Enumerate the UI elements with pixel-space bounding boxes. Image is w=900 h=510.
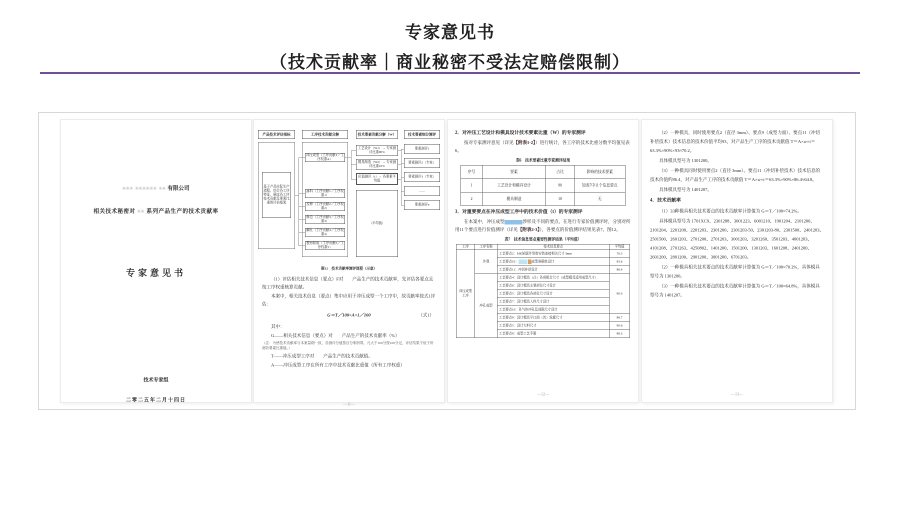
definition-g: G——相关技术信息（要点）对 产品生产的技术贡献率（%） bbox=[271, 332, 400, 338]
text-run: ），各要点的价值测评结果见表7、图12。 bbox=[539, 227, 621, 233]
section-heading-2: 2．对冲压工艺设计和模具设计技术要素比重（W）的专家测评 bbox=[455, 130, 586, 136]
cell: 88.3 bbox=[609, 330, 630, 338]
footnote: （注：为使技术贡献率与本案量纲一致，各测评分值按百分制折算，凡大于100分按100分记，评估结果不低于所测各要素比重值。） bbox=[262, 340, 434, 351]
cell: 如表7中11个信息要点 bbox=[574, 179, 625, 193]
flow-connector bbox=[351, 165, 356, 166]
cell: 工艺要点6：设计模具主要部位尺寸设计 bbox=[497, 282, 609, 290]
cell: 模具制造 bbox=[482, 192, 546, 206]
report-header bbox=[0, 0, 900, 73]
flow-connector bbox=[401, 149, 404, 150]
definition-t: T——冲压成型工序对 产品生产的技术贡献值。 bbox=[271, 353, 373, 359]
appendix-ref: 【附表1-2】 bbox=[513, 140, 536, 146]
definition-a: A——冲压成型工序在所有工序中技术贡献比重值（所有工序权重） bbox=[271, 362, 405, 368]
column-header: 序号 bbox=[461, 165, 483, 179]
cell: 86.4 bbox=[609, 266, 630, 274]
subject-post: 系列产品生产的技术贡献率 bbox=[146, 208, 219, 215]
table-row bbox=[456, 274, 630, 282]
paragraph: （3）一种模具同时使用要点2（直径 3mm）、要点11（冲切补偿技术）技术信息的技术价值约86.4，对产品生产工序的技术贡献值 T＝A×w×t＝63.3%×90%×86.4≈64.8。 bbox=[650, 168, 820, 182]
cover-subject-line bbox=[61, 207, 251, 217]
tables-page-content bbox=[448, 120, 638, 402]
table6-caption: 表6 技术要素比重专家测评结果 bbox=[515, 158, 571, 163]
flowchart bbox=[258, 130, 440, 264]
cell: 工艺要点4：设计模具（凸）各项配合尺寸（成型模具适用成型尺寸） bbox=[497, 274, 609, 282]
paragraph: （2）一种模具相关技术要点的技术贡献率计算值为 G＝T／100≈70.2%，具体模具型号为 1301200。 bbox=[650, 264, 820, 279]
document-page-tables[interactable] bbox=[447, 119, 639, 403]
paragraph: 具体模具型号为 1301200。 bbox=[659, 158, 712, 163]
flow-col2-box-3: 拉伸（工序贡献2／工序权重2） bbox=[306, 202, 344, 210]
paragraph: 具体模具型号为 1401207。 bbox=[659, 187, 712, 192]
column-header: 工序 bbox=[456, 244, 475, 250]
table6 bbox=[461, 165, 626, 206]
flow-col3-big-box: （平均值） bbox=[356, 190, 398, 257]
flow-col4-box-5: 要素测评n bbox=[404, 200, 440, 210]
page-number: —11— bbox=[343, 401, 355, 407]
cell: 无 bbox=[574, 192, 625, 206]
column-header: 技术信息要点 bbox=[497, 244, 609, 250]
table-row bbox=[461, 179, 626, 193]
flow-col2-box-5: 翻孔（工序贡献4／工序权重4） bbox=[306, 228, 344, 236]
report-title: 专家意见书 bbox=[405, 23, 495, 42]
flow-col2-box-2: 落料（工序贡献1／工序权重1） bbox=[306, 189, 344, 197]
flow-col2-box-4: 修边（工序贡献3／工序权重3） bbox=[306, 215, 344, 223]
cell: 工艺要点11：冲切补偿设计 bbox=[497, 266, 609, 274]
flowchart-page-content bbox=[254, 130, 444, 412]
cyan-highlight-redaction bbox=[519, 260, 528, 265]
flow-col3-header: 技术要素贡献分解（W） bbox=[356, 130, 398, 139]
conclusion-page-content bbox=[642, 120, 832, 402]
text-run: 成型准确性设计 bbox=[531, 260, 555, 264]
pages-board bbox=[38, 112, 856, 410]
cell: 工艺要点2：MK轮廓外形和安装连接相关尺寸 3mm bbox=[497, 250, 609, 258]
column-header: 要素 bbox=[482, 165, 546, 179]
flow-col3-box-2: 模具制造（W2）→ 专家测评比重10% bbox=[357, 160, 396, 168]
cell: 10 bbox=[546, 192, 575, 206]
flow-connector bbox=[401, 163, 404, 164]
flow-connector bbox=[401, 177, 404, 178]
flowchart-page-text bbox=[254, 272, 444, 369]
page-number: —12— bbox=[537, 391, 549, 397]
section-heading-3: 3．对重要要点在冲压成型工序中的技术价值（t）的专家测评 bbox=[455, 209, 583, 215]
paragraph: （1）33种模具相关技术要点的技术贡献率计算值为 G＝T／100≈74.2%。 bbox=[659, 208, 802, 214]
flow-col2-box-6: 整形检验（工序贡献5／工序权重5） bbox=[306, 241, 344, 249]
cell: 工艺要点7：设计模具入料尺寸设计 bbox=[497, 298, 609, 306]
flowchart-caption: 图12 技术贡献率测评流程（示意） bbox=[321, 266, 377, 271]
flow-connector bbox=[299, 194, 306, 195]
flow-col2-header: 工序技术贡献分解 bbox=[302, 130, 348, 139]
flow-col4-header: 技术要素细分测评 bbox=[404, 130, 440, 139]
flow-col4-box-3: 要素测评3（专家） bbox=[404, 172, 440, 182]
text-run: 按对专家测评意见（详见 bbox=[464, 140, 514, 146]
paragraph bbox=[455, 218, 631, 234]
redacted-product-name: ×× bbox=[137, 208, 145, 215]
paragraph: （2）一种模具，同时使用要点2（直径 3mm）、要点9（成型力面）、要点11（冲切补偿技术）技术信息的技术价值平均93，对产品生产工序的技术贡献值 T＝A×w×t＝63.3%×90%×93≈70.2。 bbox=[650, 130, 820, 153]
text-run: ）进行统计，各工序的技术比重分数平均值见表6。 bbox=[455, 140, 630, 154]
conclusion-page-text bbox=[642, 120, 832, 300]
flow-connector bbox=[351, 151, 356, 152]
text-run: 工艺要点10： bbox=[499, 260, 519, 264]
subject-pre: 相关技术秘密对 bbox=[93, 208, 136, 215]
flow-connector bbox=[401, 191, 404, 192]
text-run: 涉样及不同的要点，在进行专家价值测评时，分别对所用11个要点进行价值测评（详见 bbox=[455, 219, 631, 233]
cover-doc-title: 专家意见书 bbox=[126, 267, 186, 278]
table-row bbox=[461, 192, 626, 206]
flow-col2-box-1: 冲压成型（工序贡献T／工序权重A） bbox=[306, 153, 344, 161]
cover-company-line bbox=[61, 184, 251, 194]
table7-caption: 表7 技术信息要点重要性测评结果（平均值） bbox=[504, 237, 582, 242]
flow-connector bbox=[299, 220, 306, 221]
cell: 2 bbox=[461, 192, 483, 206]
paragraph: （1）评估相关技术信息（要点）F对 产品生产的技术贡献率，先评估各要点且按工序权重核算贡献。 bbox=[262, 276, 434, 290]
cover-author: 技术专家组 bbox=[143, 377, 169, 383]
tables-page-text bbox=[448, 120, 638, 338]
flow-col4-box-4: …… bbox=[404, 186, 440, 196]
cell: 1 bbox=[461, 179, 483, 193]
flow-col3-box-1: 工艺设计（W1）→ 专家测评比重90% bbox=[357, 146, 396, 154]
cover-content bbox=[61, 184, 251, 466]
flow-col3-box-3: 价值测评（t）→ 各要素平均值 bbox=[356, 173, 398, 185]
model-number-list: 具体模具型号为 1701XC9、2301288、3001223、6001210、1901204、2101200、2101204、2201200、2201203、2301200、2301203-50、2301203-80、2301500、2401203、2501500、2601203、2701200、2701203、3001203、3201260、3501203、4001203、4101208、2701263、4250802、1401200、1501200、1301203、1601208、2401200、2601200、2801200、2901200、3001200、6701203。 bbox=[650, 218, 824, 260]
document-page-cover[interactable] bbox=[60, 119, 252, 403]
paragraph: 本案中，相关技术信息（要点）集中应用于冲压成型一个工序中，故贡献率按式1评估： bbox=[262, 293, 436, 307]
formula-line bbox=[262, 311, 436, 319]
company-suffix: 有限公司 bbox=[167, 185, 190, 192]
flow-col1-box: 基于产品实际生产流程，结合各工序特征，确定各工序技术贡献及要素比重的评估框架 bbox=[262, 172, 291, 218]
flow-col4-box-1: 要素测评1 bbox=[404, 144, 440, 154]
report-subtitle: （技术贡献率｜商业秘密不受法定赔偿限制） bbox=[270, 53, 630, 72]
cover-date: 二零二五年二月十四日 bbox=[126, 397, 186, 403]
cell: 90.6 bbox=[609, 322, 630, 330]
paragraph bbox=[455, 139, 631, 155]
merged-value-cell: 90.0 bbox=[609, 274, 630, 314]
column-header: 平均值 bbox=[609, 244, 630, 250]
flow-connector bbox=[401, 205, 404, 206]
document-page-conclusion[interactable] bbox=[641, 119, 833, 403]
table-row bbox=[456, 250, 630, 258]
column-header: 工序名称 bbox=[475, 244, 498, 250]
page-number: —13— bbox=[731, 391, 743, 397]
cell: 工艺要点5：设计力料尺寸 bbox=[497, 322, 609, 330]
flow-connector bbox=[299, 233, 306, 234]
appendix-ref: 【附表2-3】 bbox=[517, 227, 540, 233]
document-page-flowchart[interactable] bbox=[253, 119, 445, 407]
cell: 88.7 bbox=[609, 314, 630, 322]
cell: 工艺要点10：各气体冲孔及间隙尺寸设计 bbox=[497, 306, 609, 314]
flow-connector bbox=[351, 179, 356, 180]
cell: 工艺要点9：设计模具平口面（凹）轮廓尺寸 bbox=[497, 314, 609, 322]
section-heading-4: 4．技术贡献率 bbox=[650, 198, 681, 203]
cell: 90 bbox=[546, 179, 575, 193]
blue-highlight-redaction bbox=[505, 220, 523, 225]
flow-col1-header: 产品技术评估指标 bbox=[258, 130, 295, 139]
cell: 76.3 bbox=[609, 250, 630, 258]
where-label: 其中： bbox=[271, 323, 285, 329]
column-header: 占比 bbox=[546, 165, 575, 179]
flow-col4-box-2: 要素测评2（专家） bbox=[404, 158, 440, 168]
cell: 83.6 bbox=[609, 258, 630, 266]
table7 bbox=[456, 244, 630, 338]
redacted-company-name: ××× ×××××× ×× bbox=[122, 185, 167, 192]
paragraph: （3）一种模具相关技术要点的技术贡献率计算值为 G＝T／100≈64.8%，具体模具型号为 1401207。 bbox=[650, 283, 820, 298]
cell: 工艺要点8：成型工艺手册 bbox=[497, 330, 609, 338]
merged-group-cell: 冲孔成型 bbox=[475, 274, 498, 338]
cell-with-highlight bbox=[497, 258, 609, 266]
flow-connector bbox=[299, 246, 306, 247]
merged-process-cell: 冲压成型工序 bbox=[456, 250, 475, 338]
column-header: 影响的技术要素 bbox=[574, 165, 625, 179]
text-run: 在本案中，冲压成型 bbox=[464, 219, 505, 225]
flow-connector bbox=[299, 158, 306, 159]
cell: 工艺设计和模具设计 bbox=[482, 179, 546, 193]
formula-expression: G＝T／100×A×1／100 bbox=[327, 312, 371, 318]
divider-rule bbox=[40, 72, 860, 74]
cell: 工艺要点5：设计模具各部位尺寸设计 bbox=[497, 290, 609, 298]
merged-group-cell: 外观 bbox=[475, 250, 498, 274]
table-header-row bbox=[461, 165, 626, 179]
formula-number: （式1） bbox=[418, 312, 434, 318]
flow-connector bbox=[299, 207, 306, 208]
